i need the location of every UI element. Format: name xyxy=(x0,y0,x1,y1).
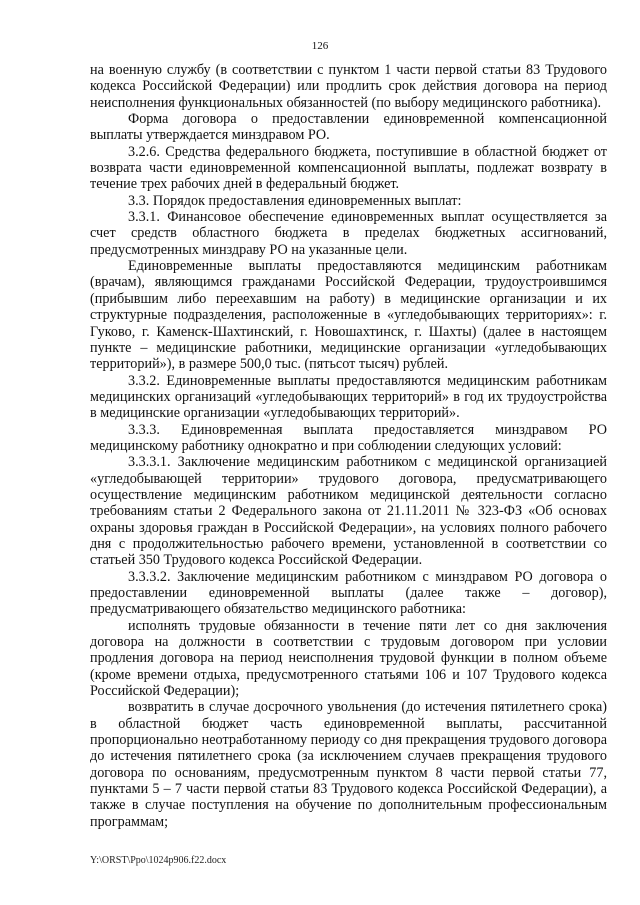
paragraph: Форма договора о предоставлении единовременной компенсационной выплаты утверждается минздравом РО. xyxy=(90,111,607,144)
paragraph: Единовременные выплаты предоставляются медицинским работникам (врачам), являющимся гражданами Российской Федерации, трудоустроившимся (прибывшим либо переехавшим на работу) в медицинские организации и их структурные подразделения, расположенные в «угледобывающих территориях»: г. Гуково, г. Каменск-Шахтинский, г. Новошахтинск, г. Шахты) (далее в настоящем пункте – медицинские работники, медицинские организации «угледобывающих территорий»), в размере 500,0 тыс. (пятьсот тысяч) рублей. xyxy=(90,258,607,373)
file-path-footer: Y:\ORST\Ppo\1024p906.f22.docx xyxy=(90,855,227,866)
paragraph: возвратить в случае досрочного увольнения (до истечения пятилетнего срока) в областной бюджет часть единовременной выплаты, рассчитанной пропорционально неотработанному периоду со дня прекращения трудового договора до истечения пятилетнего срока (за исключением случаев прекращения трудового договора по основаниям, предусмотренным пунктом 8 части первой статьи 77, пунктами 5 – 7 части первой статьи 83 Трудового кодекса Российской Федерации), а также в случае поступления на обучение по дополнительным профессиональным программам; xyxy=(90,699,607,830)
page-number: 126 xyxy=(311,40,329,52)
paragraph: 3.2.6. Средства федерального бюджета, поступившие в областной бюджет от возврата части единовременной компенсационной выплаты, подлежат возврату в течение трех рабочих дней в федеральный бюджет. xyxy=(90,143,607,193)
paragraph: 3.3.3.2. Заключение медицинским работником с минздравом РО договора о предоставлении единовременной выплаты (далее также – договор), предусматривающего обязательство медицинского работника: xyxy=(90,568,607,618)
document-body xyxy=(90,62,607,830)
paragraph: 3.3.1. Финансовое обеспечение единовременных выплат осуществляется за счет средств областного бюджета в пределах бюджетных ассигнований, предусмотренных минздраву РО на указанные цели. xyxy=(90,209,607,258)
paragraph: 3.3. Порядок предоставления единовременных выплат: xyxy=(128,192,462,209)
paragraph: 3.3.2. Единовременные выплаты предоставляются медицинским работникам медицинских организаций «угледобывающих территорий» в год их трудоустройства в медицинские организации «угледобывающих территорий». xyxy=(90,372,607,422)
paragraph: 3.3.3. Единовременная выплата предоставляется минздравом РО медицинскому работнику однократно и при соблюдении следующих условий: xyxy=(90,421,607,454)
paragraph: 3.3.3.1. Заключение медицинским работником с медицинской организацией «угледобывающей территории» трудового договора, предусматривающего осуществление медицинским работником медицинской деятельности согласно требованиям статьи 2 Федерального закона от 21.11.2011 № 323-ФЗ «Об основах охраны здоровья граждан в Российской Федерации», на условиях полного рабочего дня с продолжительностью рабочего времени, установленной в соответствии со статьей 350 Трудового кодекса Российской Федерации. xyxy=(90,454,607,569)
paragraph: на военную службу (в соответствии с пунктом 1 части первой статьи 83 Трудового кодекса Российской Федерации) или продлить срок действия договора на период неисполнения функциональных обязанностей (по выбору медицинского работника). xyxy=(90,62,607,111)
paragraph: исполнять трудовые обязанности в течение пяти лет со дня заключения договора на должности в соответствии с трудовым договором при условии продления договора на период неисполнения трудовой функции в полном объеме (кроме времени отдыха, предусмотренного статьями 106 и 107 Трудового кодекса Российской Федерации); xyxy=(90,617,607,700)
